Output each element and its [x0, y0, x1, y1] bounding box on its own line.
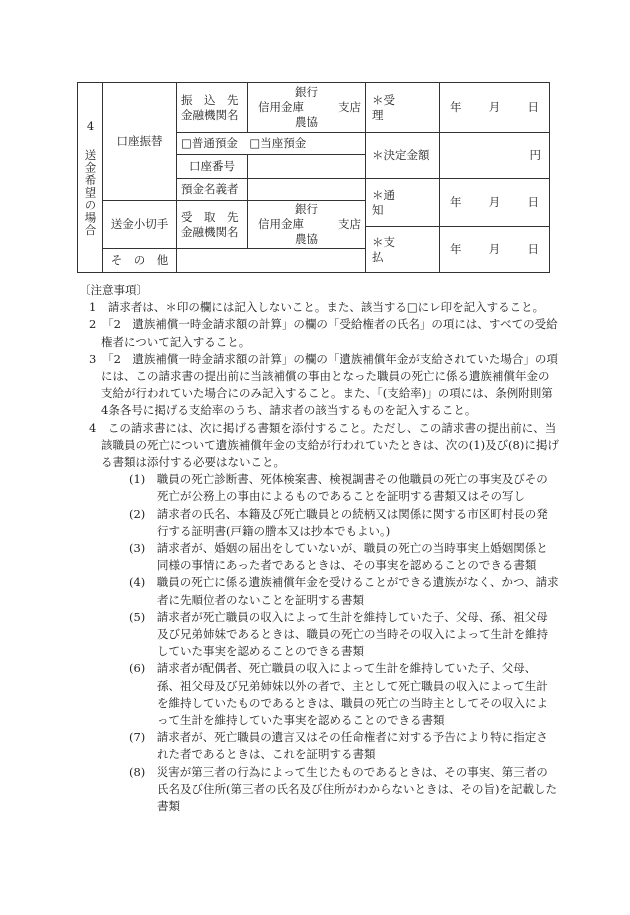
note-sub-7: (7) 請求者が、死亡職員の遺言又はその任命権者に対する予告により特に指定された者であるときは、これを証明する書類 [129, 730, 548, 762]
note-sub-1: (1) 職員の死亡診断書、死体検案書、検視調書その他職員の死亡の事実及びその死亡が公務上の事由によるものであることを証明する書類又はその写し [129, 472, 548, 504]
kettei-label: ＊決定金額 [366, 133, 440, 179]
furikomi-bank-field[interactable]: 銀行 信用金庫 支店 農協 [248, 83, 366, 133]
note-sub-6: (6) 請求者が配偶者、死亡職員の収入によって生計を維持していた子、父母、孫、祖父母及び兄弟姉妹以外の者で、主として死亡職員の収入によって生計を維持していたものであるときは、職員の死亡の当時主としてその収入によって生計を維持していた事実を認めることのできる書類 [129, 661, 548, 728]
note-item-4: 4 この請求書には、次に掲げる書類を添付すること。ただし、この請求書の提出前に、当該職員の死亡について遺族補償年金の支給が行われていたときは、次の(1)及び(8)に掲げる書類は添付する必要はないこと。 [89, 420, 559, 470]
note-sub-2: (2) 請求者の氏名、本籍及び死亡職員との続柄又は関係に関する市区町村長の発行する証明書(戸籍の謄本又は抄本でもよい。) [129, 506, 548, 538]
sokin-kogitte-label: 送金小切手 [103, 201, 177, 249]
sonota-label: そ の 他 [103, 249, 177, 273]
uketori-bank-field[interactable]: 銀行 信用金庫 支店 農協 [248, 201, 366, 249]
sonota-field[interactable] [177, 249, 366, 273]
futsu-checkbox[interactable]: □普通預金 [181, 136, 238, 150]
notes-heading: 〔注意事項〕 [79, 283, 148, 297]
juri-date-field[interactable]: 年 月 日 [440, 83, 550, 133]
furikomi-bank-label: 振 込 先 金融機関名 [177, 83, 248, 133]
tsuchi-date-field[interactable]: 年 月 日 [440, 179, 550, 227]
tsuchi-label: ＊通 知 [366, 179, 440, 227]
koza-bango-field[interactable] [248, 155, 366, 179]
note-sub-8: (8) 災害が第三者の行為によって生じたものであるときは、その事実、第三者の氏名及び住所(第三者の氏名及び住所がわからないときは、その旨)を記載した書類 [129, 764, 557, 814]
account-type-options[interactable] [177, 133, 366, 155]
meigi-field[interactable] [248, 179, 366, 201]
note-item-2: 2 「2 遺族補償一時金請求額の計算」の欄の「受給権者の氏名」の項には、すべての受給権者について記入すること。 [89, 317, 558, 349]
remittance-table [77, 82, 550, 273]
meigi-label: 預金名義者 [177, 179, 248, 201]
note-sub-3: (3) 請求者が、婚姻の届出をしていないが、職員の死亡の当時事実上婚姻関係と同様の事情にあった者であるときは、その事実を認めることのできる書類 [129, 541, 548, 573]
kettei-amount-field[interactable]: 円 [440, 133, 550, 179]
notes-section [79, 282, 559, 815]
note-sub-5: (5) 請求者が死亡職員の収入によって生計を維持していた子、父母、孫、祖父母及び兄弟姉妹であるときは、職員の死亡の当時その収入によって生計を維持していた事実を認めることのできる書類 [129, 609, 548, 659]
section-label: 4 送金希望の場合 [78, 83, 103, 273]
shiharai-label: ＊支 払 [366, 227, 440, 273]
note-item-3: 3 「2 遺族補償一時金請求額の計算」の欄の「遺族補償年金が支給されていた場合」の項には、この請求書の提出前に当該補償の事由となった職員の死亡に係る遺族補償年金の支給が行われていた場合にのみ記入すること。また、「(支給率)」の項には、条例附則第4条各号に掲げる支給率のうち、請求者の該当するものを記入すること。 [89, 351, 558, 418]
note-sub-4: (4) 職員の死亡に係る遺族補償年金を受けることができる遺族がなく、かつ、請求者に先順位者のないことを証明する書類 [129, 575, 559, 607]
koza-bango-label: 口座番号 [177, 155, 248, 179]
koza-furikae-label: 口座振替 [103, 83, 177, 201]
juri-label: ＊受 理 [366, 83, 440, 133]
toza-checkbox[interactable]: □当座預金 [249, 136, 307, 150]
uketori-bank-label: 受 取 先 金融機関名 [177, 201, 248, 249]
shiharai-date-field[interactable]: 年 月 日 [440, 227, 550, 273]
note-item-1: 1 請求者は、＊印の欄には記入しないこと。また、該当する□にレ印を記入すること。 [89, 300, 545, 315]
